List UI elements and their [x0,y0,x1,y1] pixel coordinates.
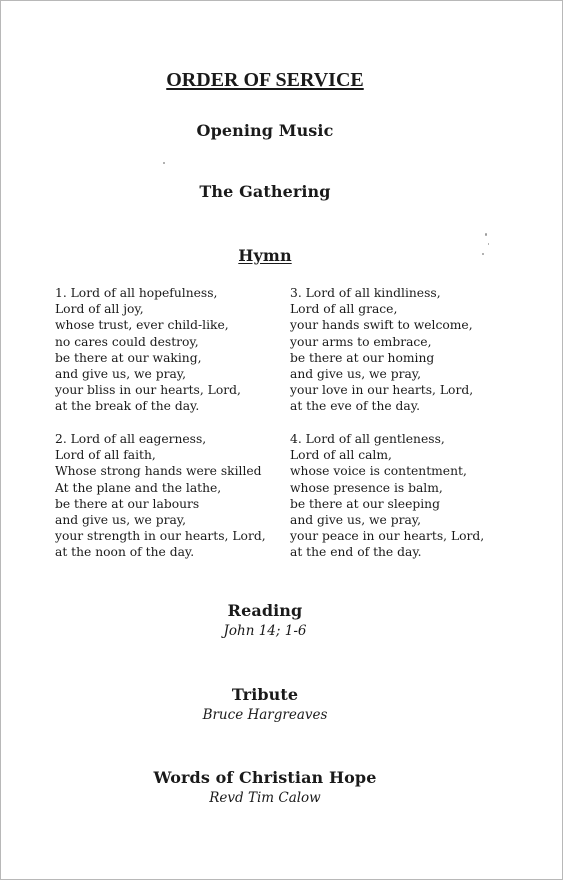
verse-line: your arms to embrace, [290,334,432,349]
verse-line: 2. Lord of all eagerness, [55,432,207,446]
verse-line: whose trust, ever child-like, [55,318,229,333]
verse-line: Lord of all joy, [55,302,144,317]
verse-line: and give us, we pray, [55,367,187,382]
reading-heading: Reading [227,601,303,620]
verse-line: Whose strong hands were skilled [55,464,262,479]
verse-line: at the break of the day. [55,399,200,414]
verse-line: no cares could destroy, [55,334,199,349]
verse-line: be there at our waking, [55,350,202,365]
scan-speck [482,253,484,255]
hymn-verse-4 [290,431,484,561]
scan-speck [488,243,489,245]
verse-line: at the eve of the day. [290,399,420,414]
page-title: ORDER OF SERVICE [166,69,364,91]
gathering-heading: The Gathering [199,182,331,201]
verse-line: and give us, we pray, [290,367,422,382]
verse-line: your hands swift to welcome, [290,318,473,333]
verse-line: and give us, we pray, [55,513,187,528]
verse-line: your love in our hearts, Lord, [290,383,474,398]
scan-speck [485,233,487,236]
hymn-verse-1 [55,285,241,415]
verse-line: your bliss in our hearts, Lord, [55,383,241,398]
hymn-heading: Hymn [238,246,292,265]
verse-line: Lord of all calm, [290,448,392,463]
verse-line: whose voice is contentment, [290,464,467,479]
verse-line: 1. Lord of all hopefulness, [55,286,218,300]
tribute-speaker: Bruce Hargreaves [202,707,328,723]
reading-reference: John 14; 1-6 [223,623,307,639]
tribute-heading: Tribute [231,685,299,704]
verse-line: your strength in our hearts, Lord, [55,529,266,544]
verse-line: be there at our labours [55,496,200,511]
scan-speck [163,162,165,164]
opening-music-heading: Opening Music [196,121,334,140]
christian-hope-speaker: Revd Tim Calow [209,790,321,806]
verse-line: be there at our sleeping [290,496,440,511]
verse-line: at the noon of the day. [55,545,195,560]
verse-line: your peace in our hearts, Lord, [290,529,485,544]
verse-line: Lord of all faith, [55,448,156,463]
verse-line: At the plane and the lathe, [55,480,222,495]
verse-line: Lord of all grace, [290,302,398,317]
christian-hope-heading: Words of Christian Hope [153,768,377,787]
verse-line: 4. Lord of all gentleness, [290,432,445,446]
verse-line: be there at our homing [290,350,435,365]
verse-line: and give us, we pray, [290,513,422,528]
hymn-verse-2 [55,431,266,561]
hymn-verse-3 [290,285,473,415]
verse-line: at the end of the day. [290,545,422,560]
verse-line: 3. Lord of all kindliness, [290,286,441,300]
verse-line: whose presence is balm, [290,480,443,495]
